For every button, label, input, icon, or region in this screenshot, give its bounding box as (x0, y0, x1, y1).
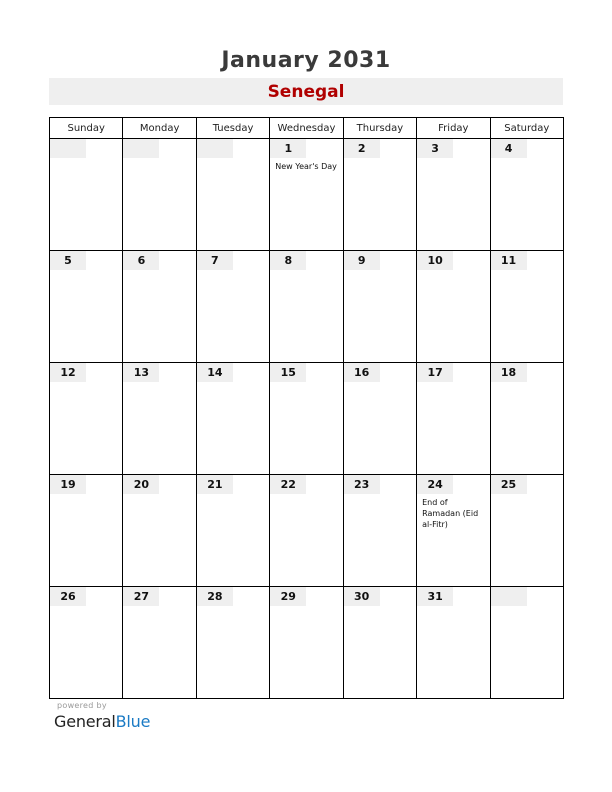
day-number: 15 (270, 363, 306, 382)
day-number: 11 (491, 251, 527, 270)
day-cell (270, 139, 343, 251)
day-cell (50, 475, 123, 587)
day-number: 12 (50, 363, 86, 382)
brand-general: General (54, 712, 116, 731)
day-cell (343, 139, 416, 251)
brand-blue: Blue (115, 712, 151, 731)
day-number: 17 (417, 363, 453, 382)
day-number: 23 (344, 475, 380, 494)
holiday-label: New Year's Day (275, 162, 337, 171)
weekday-header: Sunday (50, 118, 123, 139)
day-cell (196, 363, 269, 475)
day-number: 19 (50, 475, 86, 494)
day-number: 14 (197, 363, 233, 382)
day-cell (417, 475, 490, 587)
day-cell (417, 363, 490, 475)
day-cell (343, 363, 416, 475)
day-number (491, 587, 527, 606)
day-cell (270, 251, 343, 363)
day-number: 7 (197, 251, 233, 270)
day-number: 5 (50, 251, 86, 270)
day-cell (417, 251, 490, 363)
day-cell (50, 363, 123, 475)
weekday-header: Saturday (490, 118, 563, 139)
day-number: 28 (197, 587, 233, 606)
country-banner (49, 78, 563, 105)
calendar-grid (49, 117, 564, 699)
day-cell (417, 139, 490, 251)
day-number: 1 (270, 139, 306, 158)
day-cell (123, 251, 196, 363)
day-cell (196, 475, 269, 587)
day-cell (50, 587, 123, 699)
day-number: 13 (123, 363, 159, 382)
day-cell (490, 587, 563, 699)
weekday-header-row (50, 118, 564, 139)
weekday-header: Wednesday (270, 118, 343, 139)
day-cell (490, 363, 563, 475)
day-cell (50, 251, 123, 363)
day-cell (123, 363, 196, 475)
day-cell (123, 139, 196, 251)
day-cell (123, 587, 196, 699)
day-number: 24 (417, 475, 453, 494)
day-number: 2 (344, 139, 380, 158)
day-number (123, 139, 159, 158)
day-cell (196, 587, 269, 699)
day-number: 31 (417, 587, 453, 606)
day-number: 16 (344, 363, 380, 382)
day-number: 26 (50, 587, 86, 606)
week-row (50, 251, 564, 363)
day-cell (50, 139, 123, 251)
day-cell (270, 587, 343, 699)
weekday-header: Thursday (343, 118, 416, 139)
country-name: Senegal (267, 82, 345, 102)
day-cell (123, 475, 196, 587)
holiday-label: End of Ramadan (Eid al-Fitr) (422, 498, 479, 529)
week-row (50, 587, 564, 699)
day-number (197, 139, 233, 158)
day-number: 25 (491, 475, 527, 494)
week-row (50, 475, 564, 587)
weekday-header: Tuesday (196, 118, 269, 139)
week-row (50, 363, 564, 475)
day-cell (490, 475, 563, 587)
weekday-header: Friday (417, 118, 490, 139)
day-number: 18 (491, 363, 527, 382)
day-number: 27 (123, 587, 159, 606)
day-cell (490, 251, 563, 363)
day-cell (270, 475, 343, 587)
day-cell (343, 475, 416, 587)
day-cell (196, 139, 269, 251)
day-cell (490, 139, 563, 251)
day-number: 22 (270, 475, 306, 494)
day-number: 6 (123, 251, 159, 270)
day-cell (417, 587, 490, 699)
day-number: 8 (270, 251, 306, 270)
day-number: 21 (197, 475, 233, 494)
week-row (50, 139, 564, 251)
day-number: 10 (417, 251, 453, 270)
day-cell (270, 363, 343, 475)
day-cell (196, 251, 269, 363)
day-number (50, 139, 86, 158)
day-number: 9 (344, 251, 380, 270)
day-number: 20 (123, 475, 159, 494)
day-number: 30 (344, 587, 380, 606)
day-number: 29 (270, 587, 306, 606)
day-cell (343, 251, 416, 363)
page-title: January 2031 (221, 48, 391, 73)
day-cell (343, 587, 416, 699)
brand-logo (54, 712, 150, 731)
day-number: 3 (417, 139, 453, 158)
powered-by-label: powered by (57, 701, 107, 710)
weekday-header: Monday (123, 118, 196, 139)
day-number: 4 (491, 139, 527, 158)
